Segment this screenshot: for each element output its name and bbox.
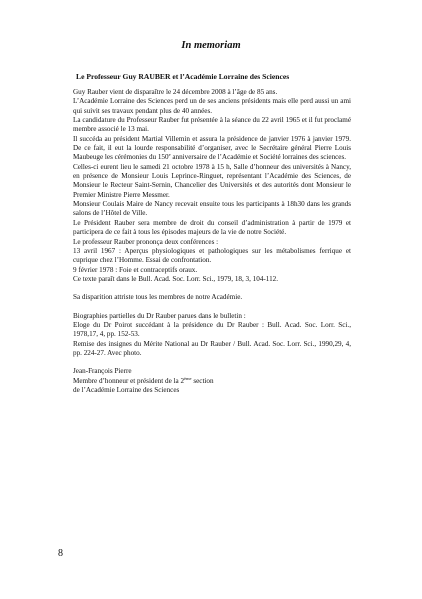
page-number: 8 bbox=[58, 548, 63, 559]
paragraph bbox=[73, 135, 351, 163]
text-run: Il succéda au président Martial Villemin et assura la présidence de janvier 1976 à janvier 1979. De ce fait, il eut la lourde responsabilité d’organiser, avec le Secrétaire général Pierre Louis Maubeuge les cérémonies du 150 bbox=[73, 134, 351, 162]
article-body bbox=[73, 88, 351, 395]
paragraph: Ce texte paraît dans le Bull. Acad. Soc. Lorr. Sci., 1979, 18, 3, 104-112. bbox=[73, 274, 278, 283]
text-run: Membre d’honneur et président de la 2 bbox=[73, 376, 185, 385]
paragraph: La candidature du Professeur Rauber fut présentée à la séance du 22 avril 1965 et il fut proclamé membre associé le 13 mai. bbox=[73, 116, 351, 134]
signature-name: Jean-François Pierre bbox=[73, 367, 132, 376]
paragraph: Monsieur Coulais Maire de Nancy recevait ensuite tous les participants à 18h30 dans les grands salons de l’Hôtel de Ville. bbox=[73, 200, 351, 218]
superscript: e bbox=[168, 152, 171, 158]
signature-organization: de l’Académie Lorraine des Sciences bbox=[73, 385, 180, 394]
paragraph: Remise des insignes du Mérite National au Dr Rauber / Bull. Acad. Soc. Lorr. Sci., 1990,29, 4, pp. 224-27. Avec photo. bbox=[73, 339, 351, 357]
superscript: ème bbox=[184, 375, 192, 381]
spacer bbox=[73, 284, 351, 293]
paragraph: 9 février 1978 : Foie et contraceptifs oraux. bbox=[73, 265, 198, 274]
article-title: Le Professeur Guy RAUBER et l’Académie Lorraine des Sciences bbox=[76, 72, 290, 81]
paragraph: Guy Rauber vient de disparaître le 24 décembre 2008 à l’âge de 85 ans. bbox=[73, 88, 278, 96]
text-run: section bbox=[191, 376, 214, 385]
spacer bbox=[73, 303, 351, 312]
paragraph: Sa disparition attriste tous les membres de notre Académie. bbox=[73, 293, 243, 302]
paragraph: Le professeur Rauber prononça deux conférences : bbox=[73, 237, 219, 246]
page-header-title: In memoriam bbox=[181, 40, 241, 51]
paragraph: Celles-ci eurent lieu le samedi 21 octobre 1978 à 15 h, Salle d’honneur des universités à Nancy, en présence de Monsieur Louis Leprince-Ringuet, représentant l’Académie des Sciences, de Monsieur le Recteur Saint-Sernin, Chancelier des Universités et des autorités dont Monsieur le Premier Ministre Pierre Messmer. bbox=[73, 162, 351, 199]
paragraph: Le Président Rauber sera membre de droit du conseil d’administration à partir de 1979 et participera de ce fait à tous les épisodes majeurs de la vie de notre Société. bbox=[73, 218, 351, 237]
text-run: anniversaire de l’Académie et Société lorraines des sciences. bbox=[170, 153, 347, 162]
paragraph: L’Académie Lorraine des Sciences perd un de ses anciens présidents mais elle perd aussi un ami qui suivit ses travaux pendant plus de 40 années. bbox=[73, 97, 351, 115]
signature-role bbox=[73, 377, 351, 386]
paragraph: Eloge du Dr Poirot succédant à la présidence du Dr Rauber : Bull. Acad. Soc. Lorr. Sci., 1978,17, 4, pp. 152-53. bbox=[73, 320, 351, 339]
spacer bbox=[73, 358, 351, 367]
paragraph: Biographies partielles du Dr Rauber parues dans le bulletin : bbox=[73, 311, 246, 320]
paragraph: 13 avril 1967 : Aperçus physiologiques et pathologiques sur les métabolismes ferrique et cuprique chez l’Homme. Essai de confrontation. bbox=[73, 246, 351, 265]
